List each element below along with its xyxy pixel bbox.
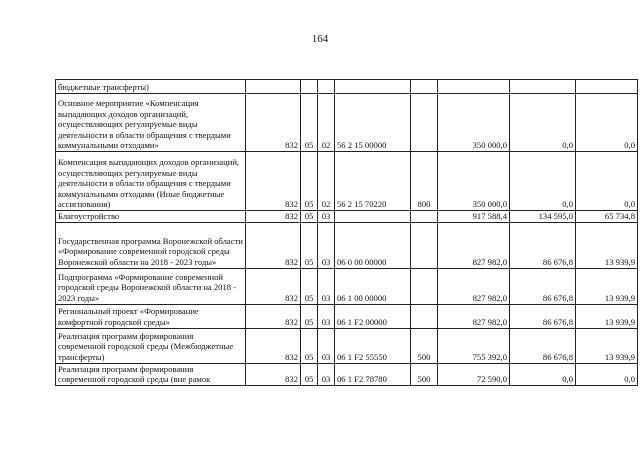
cell-target-article: 06 1 F2 78780 [335, 363, 411, 385]
row-name: Реализация программ формирования современной городской среды (Межбюджетные трансферты) [56, 328, 246, 363]
page-number: 164 [311, 33, 329, 45]
cell-section-code: 05 [301, 268, 318, 304]
cell-expense-type [411, 211, 438, 223]
cell-expense-type: 500 [411, 328, 438, 363]
cell-amount-year-1: 827 982,0 [438, 222, 510, 268]
cell-amount-year-2: 86 676,8 [510, 268, 576, 304]
cell-amount-year-2: 86 676,8 [510, 328, 576, 363]
cell-target-article [335, 80, 411, 94]
row-name: Реализация программ формирования современной городской среды (вне рамок [56, 363, 246, 385]
cell-amount-year-1: 917 588,4 [438, 211, 510, 223]
cell-admin-code: 832 [246, 268, 301, 304]
cell-target-article: 06 1 F2 55550 [335, 328, 411, 363]
cell-amount-year-1 [438, 80, 510, 94]
cell-admin-code: 832 [246, 222, 301, 268]
cell-amount-year-2: 0,0 [510, 363, 576, 385]
cell-section-code: 05 [301, 211, 318, 223]
row-name: Основное мероприятие «Компенсация выпадающих доходов организаций, осуществляющих регулируемые виды деятельности в области обращения с твердыми коммунальными отходами» [56, 94, 246, 152]
cell-target-article [335, 211, 411, 223]
cell-amount-year-3: 13 939,9 [576, 304, 638, 328]
cell-subsection-code [318, 80, 335, 94]
cell-subsection-code: 03 [318, 211, 335, 223]
cell-amount-year-3: 65 734,8 [576, 211, 638, 223]
row-name: Региональный проект «Формирование комфортной городской среды» [56, 304, 246, 328]
table-row [56, 94, 638, 152]
cell-amount-year-1: 827 982,0 [438, 268, 510, 304]
cell-amount-year-3: 13 939,9 [576, 328, 638, 363]
cell-target-article: 06 0 00 00000 [335, 222, 411, 268]
cell-section-code: 05 [301, 304, 318, 328]
cell-amount-year-2: 86 676,8 [510, 304, 576, 328]
row-name: бюджетные трансферты) [56, 80, 246, 94]
table-row [56, 222, 638, 268]
table-row [56, 328, 638, 363]
cell-admin-code: 832 [246, 94, 301, 152]
cell-amount-year-1: 755 392,0 [438, 328, 510, 363]
cell-admin-code: 832 [246, 328, 301, 363]
cell-amount-year-1: 827 982,0 [438, 304, 510, 328]
cell-expense-type [411, 94, 438, 152]
cell-expense-type [411, 304, 438, 328]
table-row [56, 80, 638, 94]
cell-amount-year-3: 0,0 [576, 152, 638, 211]
row-name: Компенсация выпадающих доходов организаций, осуществляющих регулируемые виды деятельности в области обращения с твердыми коммунальными отходами (Иные бюджетные ассигнования) [56, 152, 246, 211]
cell-admin-code: 832 [246, 211, 301, 223]
cell-target-article: 56 2 15 70220 [335, 152, 411, 211]
cell-admin-code: 832 [246, 304, 301, 328]
cell-target-article: 56 2 15 00000 [335, 94, 411, 152]
cell-target-article: 06 1 F2 00000 [335, 304, 411, 328]
cell-section-code: 05 [301, 328, 318, 363]
cell-amount-year-3: 0,0 [576, 94, 638, 152]
cell-amount-year-3: 0,0 [576, 363, 638, 385]
cell-section-code: 05 [301, 363, 318, 385]
cell-section-code: 05 [301, 152, 318, 211]
cell-admin-code: 832 [246, 152, 301, 211]
cell-subsection-code: 03 [318, 363, 335, 385]
cell-amount-year-2: 86 676,8 [510, 222, 576, 268]
cell-amount-year-3 [576, 80, 638, 94]
cell-expense-type [411, 222, 438, 268]
cell-amount-year-1: 72 590,0 [438, 363, 510, 385]
row-name: Подпрограмма «Формирование современной городской среды Воронежской области на 2018 - 2023 годы» [56, 268, 246, 304]
cell-section-code: 05 [301, 222, 318, 268]
cell-expense-type: 500 [411, 363, 438, 385]
row-name: Благоустройство [56, 211, 246, 223]
cell-subsection-code: 02 [318, 152, 335, 211]
cell-admin-code [246, 80, 301, 94]
cell-amount-year-2: 0,0 [510, 94, 576, 152]
cell-subsection-code: 03 [318, 268, 335, 304]
cell-subsection-code: 03 [318, 222, 335, 268]
cell-target-article: 06 1 00 00000 [335, 268, 411, 304]
table-row [56, 152, 638, 211]
cell-subsection-code: 03 [318, 304, 335, 328]
cell-admin-code: 832 [246, 363, 301, 385]
cell-subsection-code: 02 [318, 94, 335, 152]
cell-subsection-code: 03 [318, 328, 335, 363]
cell-section-code [301, 80, 318, 94]
table-row [56, 363, 638, 385]
table-row [56, 304, 638, 328]
cell-expense-type: 800 [411, 152, 438, 211]
cell-amount-year-2: 134 595,0 [510, 211, 576, 223]
cell-amount-year-1: 350 000,0 [438, 152, 510, 211]
table-row [56, 211, 638, 223]
cell-expense-type [411, 268, 438, 304]
table-row [56, 268, 638, 304]
cell-amount-year-1: 350 000,0 [438, 94, 510, 152]
cell-amount-year-2 [510, 80, 576, 94]
cell-section-code: 05 [301, 94, 318, 152]
budget-table [55, 79, 638, 386]
cell-amount-year-3: 13 939,9 [576, 268, 638, 304]
row-name: Государственная программа Воронежской области «Формирование современной городской среды Воронежской области на 2018 - 2023 годы» [56, 222, 246, 268]
cell-expense-type [411, 80, 438, 94]
cell-amount-year-2: 0,0 [510, 152, 576, 211]
cell-amount-year-3: 13 939,9 [576, 222, 638, 268]
